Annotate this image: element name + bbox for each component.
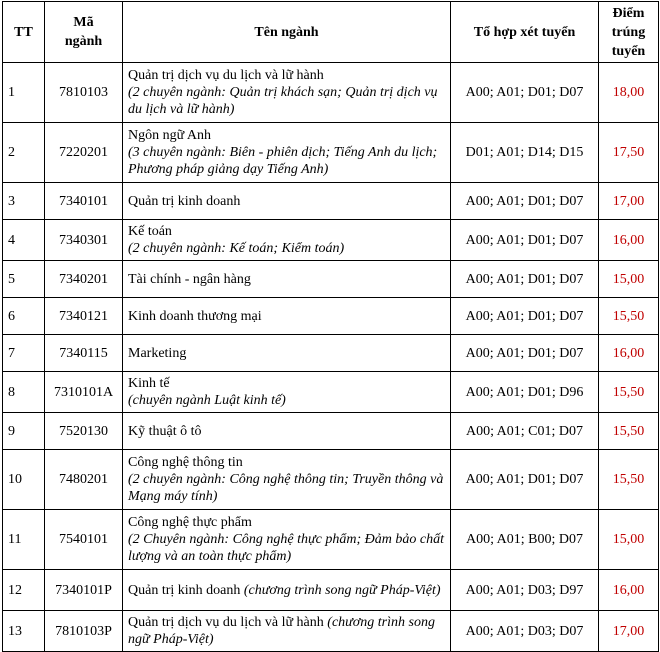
major-code: 7220201	[45, 123, 123, 183]
major-note: (chương trình song ngữ Pháp-Việt)	[243, 582, 441, 598]
major-name: Marketing	[128, 345, 187, 361]
table-row	[3, 220, 659, 261]
row-number: 10	[3, 450, 45, 510]
major-name-cell	[123, 220, 451, 261]
table-row	[3, 450, 659, 510]
major-name-cell	[123, 63, 451, 123]
major-code: 7340301	[45, 220, 123, 261]
major-note: (2 chuyên ngành: Công nghệ thông tin; Truyền thông và Mạng máy tính)	[128, 472, 444, 504]
major-name-cell	[123, 611, 451, 652]
major-code: 7340115	[45, 335, 123, 372]
subject-combination: A00; A01; D03; D97	[451, 570, 599, 611]
table-row	[3, 413, 659, 450]
major-name: Kinh tế	[128, 376, 170, 391]
row-number: 9	[3, 413, 45, 450]
header-row	[3, 2, 659, 63]
major-name-cell	[123, 335, 451, 372]
major-code: 7810103	[45, 63, 123, 123]
major-code: 7810103P	[45, 611, 123, 652]
major-code: 7340101P	[45, 570, 123, 611]
major-name-cell	[123, 450, 451, 510]
major-name-cell	[123, 298, 451, 335]
major-note: (2 Chuyên ngành: Công nghệ thực phẩm; Đảm bảo chất lượng và an toàn thực phẩm)	[128, 532, 444, 564]
major-name: Công nghệ thông tin	[128, 455, 243, 470]
subject-combination: D01; A01; D14; D15	[451, 123, 599, 183]
row-number: 5	[3, 261, 45, 298]
header-combo: Tổ hợp xét tuyển	[451, 2, 599, 63]
major-name-cell	[123, 123, 451, 183]
admission-score: 16,00	[599, 220, 659, 261]
subject-combination: A00; A01; B00; D07	[451, 510, 599, 570]
admission-score: 17,00	[599, 183, 659, 220]
row-number: 11	[3, 510, 45, 570]
table-row	[3, 611, 659, 652]
subject-combination: A00; A01; D03; D07	[451, 611, 599, 652]
row-number: 1	[3, 63, 45, 123]
major-name: Quản trị kinh doanh	[128, 193, 241, 209]
row-number: 8	[3, 372, 45, 413]
table-row	[3, 63, 659, 123]
major-name-cell	[123, 413, 451, 450]
table-row	[3, 372, 659, 413]
admission-score: 18,00	[599, 63, 659, 123]
header-score: Điểm trúng tuyển	[599, 2, 659, 63]
header-tt: TT	[3, 2, 45, 63]
subject-combination: A00; A01; C01; D07	[451, 413, 599, 450]
admission-score: 15,50	[599, 413, 659, 450]
admission-score: 17,00	[599, 611, 659, 652]
admission-score: 15,50	[599, 450, 659, 510]
row-number: 2	[3, 123, 45, 183]
header-code: Mã ngành	[45, 2, 123, 63]
table-row	[3, 123, 659, 183]
table-row	[3, 261, 659, 298]
major-name: Kỹ thuật ô tô	[128, 423, 202, 439]
major-code: 7310101A	[45, 372, 123, 413]
major-name-cell	[123, 372, 451, 413]
subject-combination: A00; A01; D01; D07	[451, 220, 599, 261]
subject-combination: A00; A01; D01; D07	[451, 298, 599, 335]
major-name: Tài chính - ngân hàng	[128, 271, 251, 287]
major-name: Kế toán	[128, 224, 172, 239]
major-name: Công nghệ thực phẩm	[128, 515, 252, 530]
subject-combination: A00; A01; D01; D07	[451, 450, 599, 510]
subject-combination: A00; A01; D01; D07	[451, 335, 599, 372]
row-number: 7	[3, 335, 45, 372]
major-name: Quản trị dịch vụ du lịch và lữ hành	[128, 68, 324, 83]
row-number: 3	[3, 183, 45, 220]
major-code: 7340201	[45, 261, 123, 298]
subject-combination: A00; A01; D01; D07	[451, 63, 599, 123]
row-number: 6	[3, 298, 45, 335]
admission-scores-table	[2, 1, 659, 652]
major-name-cell	[123, 183, 451, 220]
subject-combination: A00; A01; D01; D07	[451, 183, 599, 220]
admission-score: 15,50	[599, 298, 659, 335]
major-note: (3 chuyên ngành: Biên - phiên dịch; Tiếng Anh du lịch; Phương pháp giảng dạy Tiếng Anh)	[128, 145, 438, 177]
major-note: (2 chuyên ngành: Quản trị khách sạn; Quản trị dịch vụ du lịch và lữ hành)	[128, 85, 438, 117]
table-row	[3, 335, 659, 372]
major-code: 7480201	[45, 450, 123, 510]
major-name: Quản trị dịch vụ du lịch và lữ hành	[128, 615, 324, 630]
row-number: 4	[3, 220, 45, 261]
major-code: 7540101	[45, 510, 123, 570]
major-name: Quản trị kinh doanh	[128, 582, 241, 598]
admission-score: 15,00	[599, 510, 659, 570]
major-name: Kinh doanh thương mại	[128, 308, 262, 324]
major-code: 7520130	[45, 413, 123, 450]
admission-score: 15,50	[599, 372, 659, 413]
admission-score: 15,00	[599, 261, 659, 298]
major-note: (chương trình song ngữ Pháp-Việt)	[128, 615, 435, 647]
table-row	[3, 570, 659, 611]
major-name-cell	[123, 261, 451, 298]
major-note: (2 chuyên ngành: Kế toán; Kiểm toán)	[128, 241, 345, 256]
major-name-cell	[123, 570, 451, 611]
admission-score: 17,50	[599, 123, 659, 183]
major-note: (chuyên ngành Luật kinh tế)	[128, 393, 286, 408]
major-name: Ngôn ngữ Anh	[128, 128, 212, 143]
admission-score: 16,00	[599, 570, 659, 611]
header-name: Tên ngành	[123, 2, 451, 63]
admission-score: 16,00	[599, 335, 659, 372]
table-row	[3, 510, 659, 570]
subject-combination: A00; A01; D01; D96	[451, 372, 599, 413]
table-row	[3, 183, 659, 220]
major-code: 7340101	[45, 183, 123, 220]
row-number: 13	[3, 611, 45, 652]
major-name-cell	[123, 510, 451, 570]
row-number: 12	[3, 570, 45, 611]
major-code: 7340121	[45, 298, 123, 335]
table-row	[3, 298, 659, 335]
subject-combination: A00; A01; D01; D07	[451, 261, 599, 298]
